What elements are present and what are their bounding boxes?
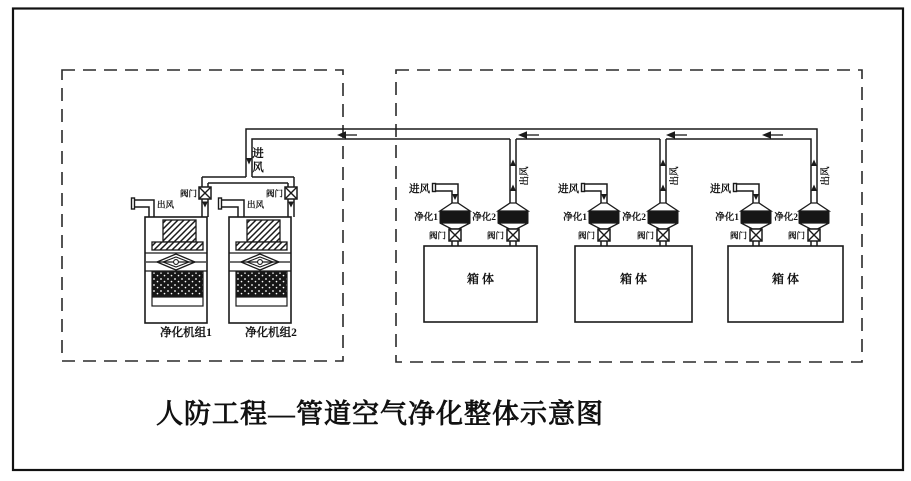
purifier2-label: 净化2 xyxy=(774,213,798,223)
flow-arrow-left-icon xyxy=(518,131,539,139)
outlet-label: 出风 xyxy=(247,199,265,210)
flow-tick-up-icon xyxy=(811,160,817,192)
purifier2-icon xyxy=(498,203,528,229)
outlet-label: 出风 xyxy=(157,199,175,210)
valve-icon xyxy=(507,229,519,241)
flow-tick-down-icon xyxy=(288,202,294,208)
purifier-unit-body xyxy=(229,217,291,323)
flow-tick-down-icon xyxy=(202,202,208,208)
intake-label: 进风 xyxy=(409,184,430,195)
purifier1-label: 净化1 xyxy=(715,213,739,223)
outlet-label-rotated: 出风 xyxy=(821,166,832,186)
box-label: 箱 体 xyxy=(619,272,648,286)
intake-pipe xyxy=(734,184,760,204)
purifier-unit-body xyxy=(145,217,207,323)
flow-arrow-left-icon xyxy=(666,131,687,139)
valve-icon xyxy=(750,229,762,241)
valve-icon xyxy=(285,187,297,199)
valve-icon xyxy=(199,187,211,199)
intake-pipe xyxy=(433,184,459,204)
valve-label: 阀门 xyxy=(787,230,805,241)
intake-manifold xyxy=(202,177,294,187)
intake-label-char2: 风 xyxy=(252,162,264,174)
valve-label: 阀门 xyxy=(265,188,283,199)
purifier2-label: 净化2 xyxy=(622,213,646,223)
box-unit-2 xyxy=(557,160,692,323)
flow-tick-up-icon xyxy=(660,160,666,192)
intake-label: 进风 xyxy=(710,184,731,195)
valve-label: 阀门 xyxy=(636,230,654,241)
unit-caption: 净化机组1 xyxy=(160,327,212,339)
box-label: 箱 体 xyxy=(771,272,800,286)
purifier2-icon xyxy=(799,203,829,229)
purifier1-icon xyxy=(741,203,771,229)
flow-arrows xyxy=(337,131,783,139)
outlet-pipe xyxy=(219,198,245,217)
purification-unit-1 xyxy=(132,187,213,339)
purifier1-icon xyxy=(589,203,619,229)
flow-arrow-left-icon xyxy=(762,131,783,139)
left-purification-group xyxy=(132,146,298,339)
box-unit-1 xyxy=(408,160,537,323)
valve-icon xyxy=(598,229,610,241)
purifier1-icon xyxy=(440,203,470,229)
valve-label: 阀门 xyxy=(729,230,747,241)
flow-arrow-left-icon xyxy=(337,131,357,139)
outlet-label-rotated: 出风 xyxy=(670,166,681,186)
intake-label: 进风 xyxy=(558,184,579,195)
outlet-label-rotated: 出风 xyxy=(520,166,531,186)
valve-icon xyxy=(449,229,461,241)
unit-caption: 净化机组2 xyxy=(245,327,297,339)
purifier2-label: 净化2 xyxy=(472,213,496,223)
purification-unit-2 xyxy=(219,187,298,339)
purifier1-label: 净化1 xyxy=(414,213,438,223)
purifier2-icon xyxy=(648,203,678,229)
flow-tick-down-icon xyxy=(246,158,252,165)
box-label: 箱 体 xyxy=(466,272,495,286)
valve-label: 阀门 xyxy=(577,230,595,241)
valve-label: 阀门 xyxy=(179,188,197,199)
intake-pipe xyxy=(582,184,608,204)
outlet-pipe xyxy=(132,198,155,217)
main-duct xyxy=(246,129,817,203)
valve-label: 阀门 xyxy=(428,230,446,241)
diagram-title: 人防工程—管道空气净化整体示意图 xyxy=(156,399,604,429)
valve-label: 阀门 xyxy=(486,230,504,241)
purifier1-label: 净化1 xyxy=(563,213,587,223)
intake-label-char1: 进 xyxy=(252,148,264,160)
valve-icon xyxy=(657,229,669,241)
box-unit-3 xyxy=(709,160,843,323)
flow-tick-up-icon xyxy=(510,160,516,192)
valve-icon xyxy=(808,229,820,241)
